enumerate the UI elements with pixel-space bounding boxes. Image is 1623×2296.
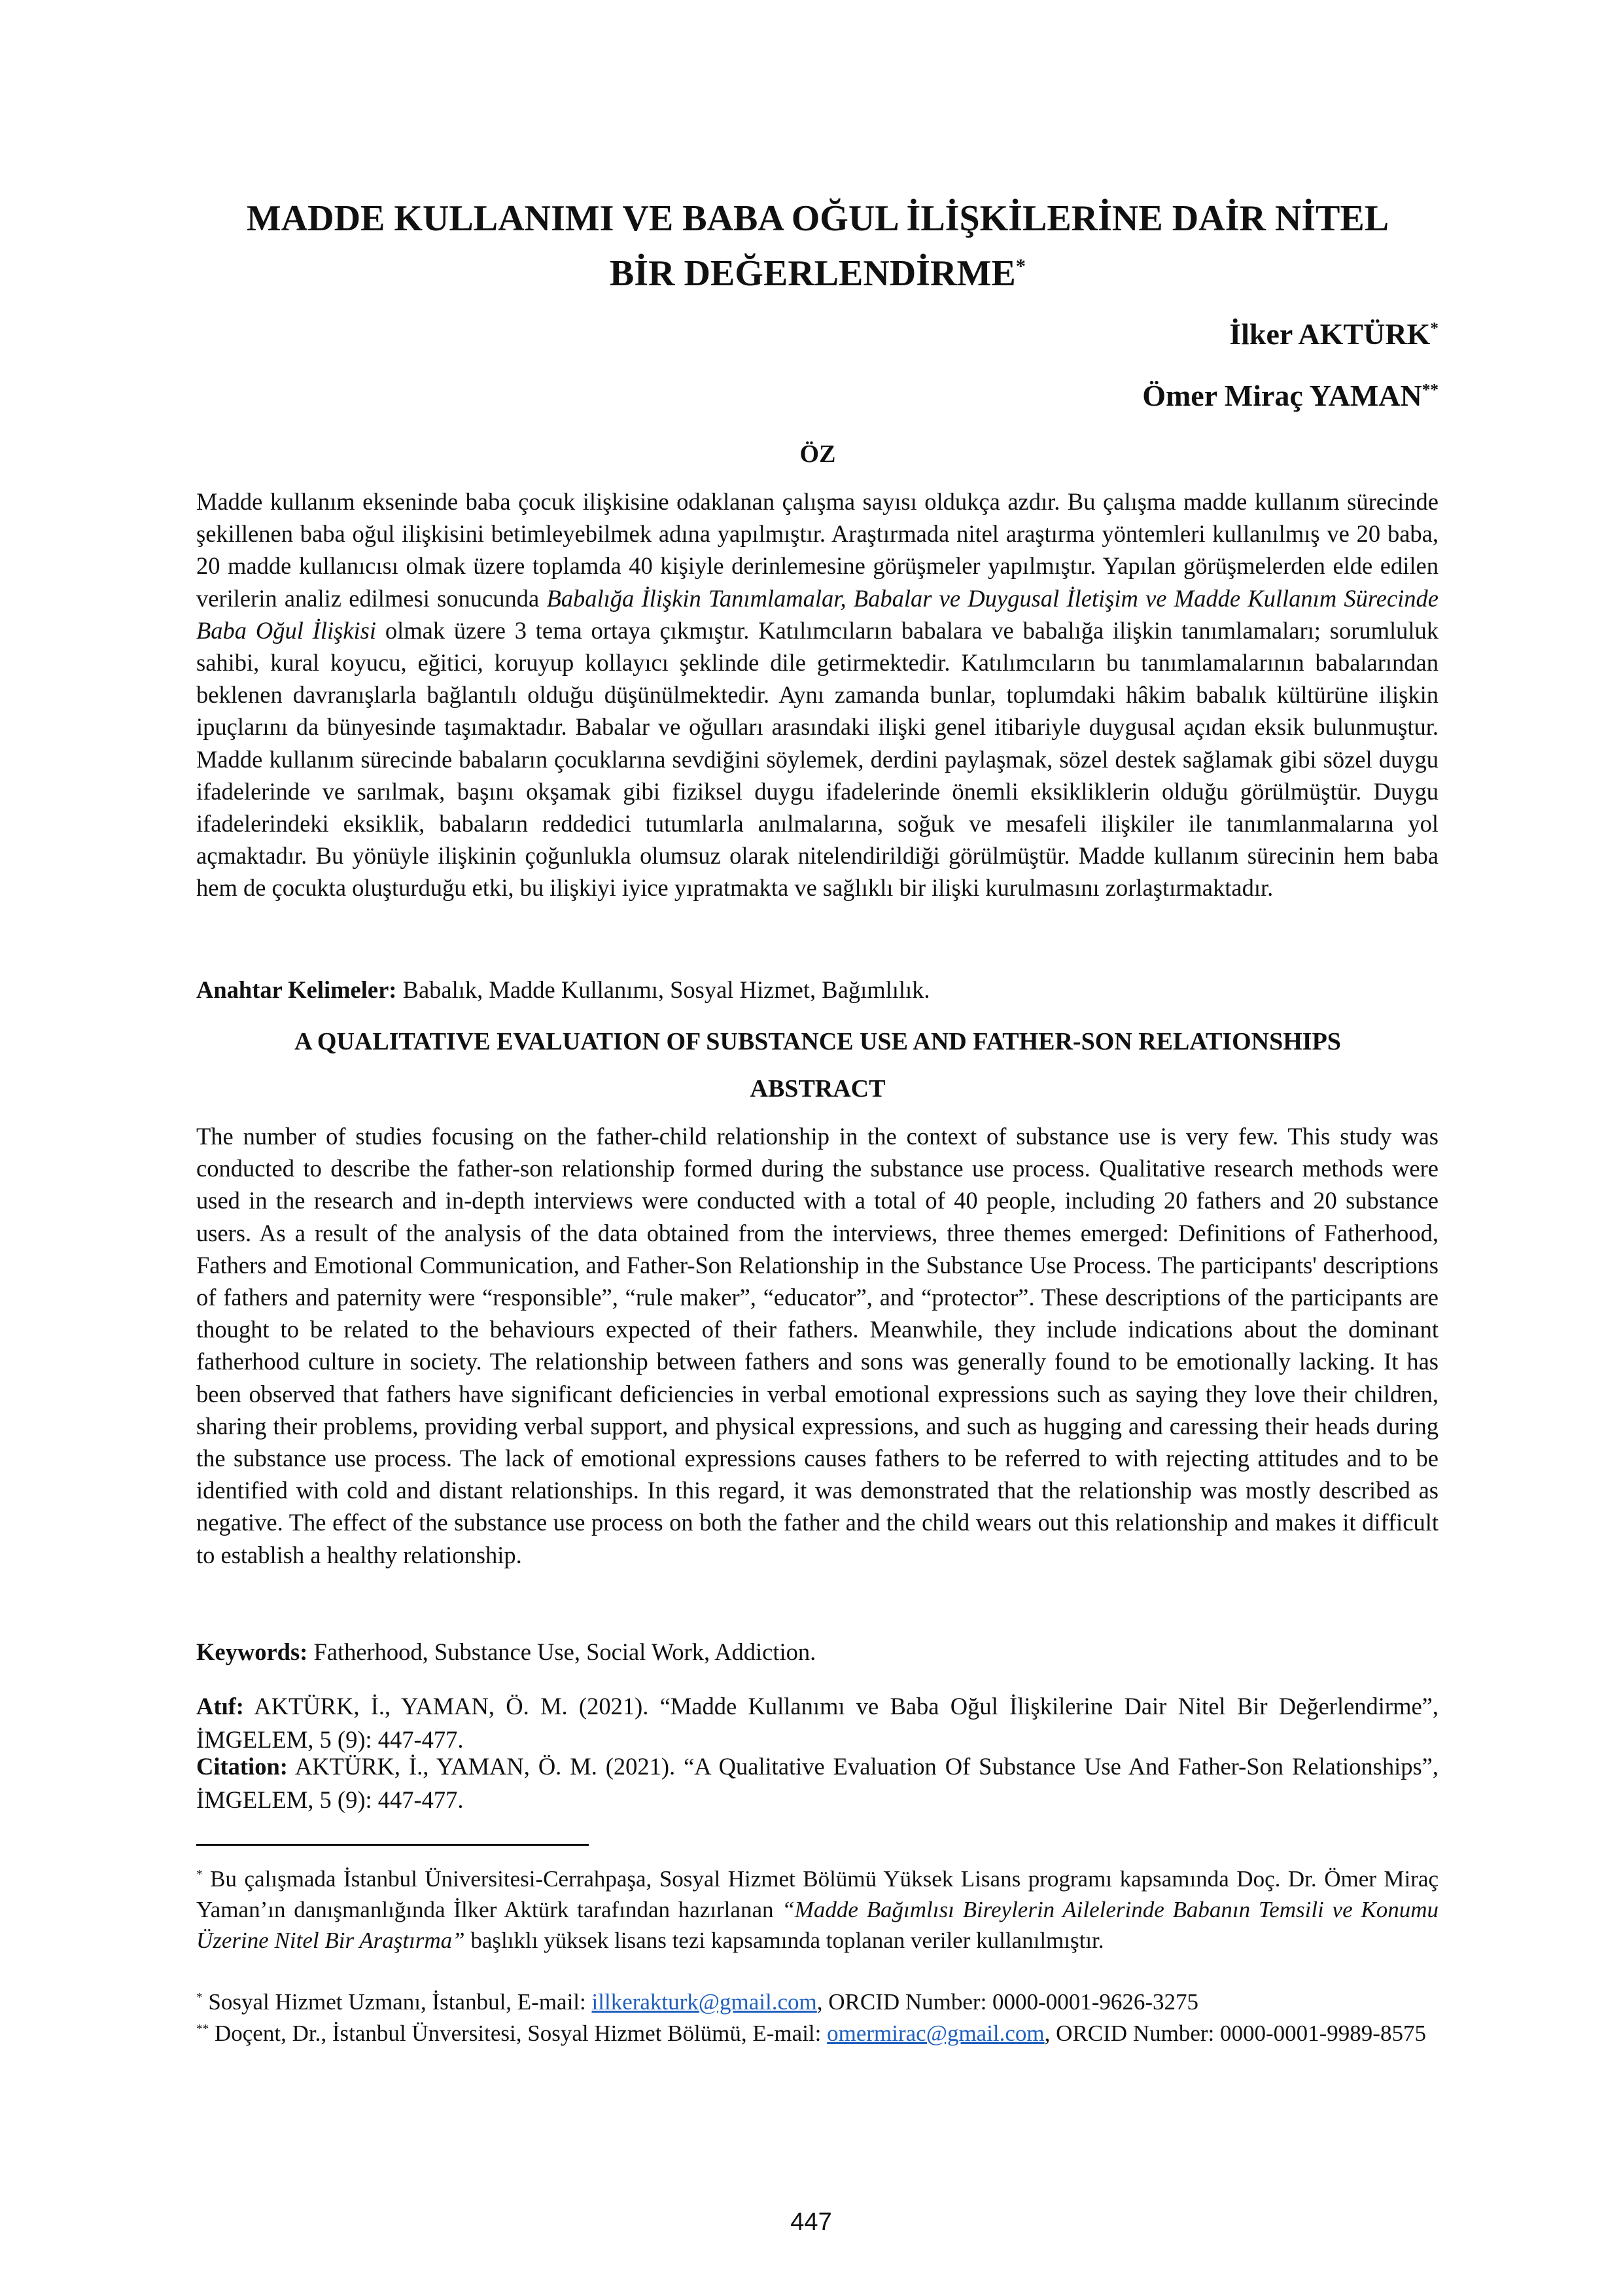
oz-heading: ÖZ	[799, 440, 836, 468]
author-1-mark: *	[1430, 319, 1439, 338]
anahtar-label: Anahtar Kelimeler:	[196, 976, 397, 1003]
footnote-2	[196, 1987, 1439, 2017]
oz-text	[196, 486, 1439, 904]
footnote-separator	[196, 1844, 589, 1846]
author-1	[1229, 317, 1439, 351]
author-2-mark: **	[1422, 380, 1439, 399]
footnote-1-text-end: başlıklı yüksek lisans tezi kapsamında toplanan veriler kullanılmıştır.	[464, 1928, 1104, 1953]
atif-value: AKTÜRK, İ., YAMAN, Ö. M. (2021). “Madde Kullanımı ve Baba Oğul İlişkilerine Dair Nitel Bir Değerlendirme”, İMGELEM, 5 (9): 447-477.	[196, 1693, 1439, 1753]
anahtar-kelimeler	[196, 974, 1439, 1006]
footnote-2-orcid: , ORCID Number: 0000-0001-9626-3275	[816, 1989, 1199, 2015]
citation-value: AKTÜRK, İ., YAMAN, Ö. M. (2021). “A Qualitative Evaluation Of Substance Use And Father-Son Relationships”, İMGELEM, 5 (9): 447-477.	[196, 1753, 1439, 1813]
oz-text-start: Madde kullanım ekseninde baba çocuk ilişkisine odaklanan çalışma sayısı oldukça azdır. Bu çalışma madde kullanım sürecinde şekillenen baba oğul ilişkisini betimleyebilmek adına yapılmıştır. Araştırmada nitel araştırma yöntemleri kullanılmış ve 20 baba, 20 madde kullanıcısı olmak üzere toplamda 40 kişiyle derinlemesine görüşmeler yapılmıştır. Yapılan görüşmelerden elde edilen verilerin analiz edilmesi sonucunda	[196, 488, 1439, 612]
footnote-1-thesis-title: “Madde Bağımlısı Bireylerin Ailelerinde Babanın Temsili ve Konumu Üzerine Nitel Bir Araştırma”	[196, 1897, 1439, 1953]
keywords-label: Keywords:	[196, 1638, 308, 1665]
title-line-2-text: BİR DEĞERLENDİRME	[609, 253, 1016, 294]
title-footnote-mark: *	[1015, 255, 1026, 277]
paper-title	[196, 191, 1439, 301]
atif	[196, 1689, 1439, 1756]
footnote-3-mark: **	[196, 2022, 209, 2036]
english-title: A QUALITATIVE EVALUATION OF SUBSTANCE USE AND FATHER-SON RELATIONSHIPS	[294, 1028, 1341, 1055]
footnote-3	[196, 2018, 1439, 2049]
footnote-1-mark: *	[196, 1867, 203, 1882]
atif-label: Atıf:	[196, 1693, 244, 1720]
oz-text-themes: Babalığa İlişkin Tanımlamalar, Babalar ve Duygusal İletişim ve Madde Kullanım Sürecinde Baba Oğul İlişkisi	[196, 584, 1439, 644]
author-2-email-link[interactable]: omermirac@gmail.com	[827, 2021, 1045, 2046]
page-number: 447	[790, 2208, 832, 2236]
author-1-name: İlker AKTÜRK	[1229, 317, 1431, 351]
author-2	[1142, 378, 1439, 413]
footnote-2-text: Sosyal Hizmet Uzmanı, İstanbul, E-mail:	[202, 1989, 592, 2015]
abstract-text: The number of studies focusing on the father-child relationship in the context of substance use is very few. This study was conducted to describe the father-son relationship formed during the substance use process. Qualitative research methods were used in the research and in-depth interviews were conducted with a total of 40 people, including 20 fathers and 20 substance users. As a result of the analysis of the data obtained from the interviews, three themes emerged: Definitions of Fatherhood, Fathers and Emotional Communication, and Father-Son Relationship in the Substance Use Process. The participants' descriptions of fathers and paternity were “responsible”, “rule maker”, “educator”, and “protector”. These descriptions of the participants are thought to be related to the behaviours expected of their fathers. Meanwhile, they include indications about the dominant fatherhood culture in society. The relationship between fathers and sons was generally found to be emotionally lacking. It has been observed that fathers have significant deficiencies in verbal emotional expressions such as saying they love their children, sharing their problems, providing verbal support, and physical expressions, and such as hugging and caressing their heads during the substance use process. The lack of emotional expressions causes fathers to be referred to with rejecting attitudes and to be identified with cold and distant relationships. In this regard, it was demonstrated that the relationship was mostly described as negative. The effect of the substance use process on both the father and the child wears out this relationship and makes it difficult to establish a healthy relationship.	[196, 1123, 1439, 1568]
oz-text-end: olmak üzere 3 tema ortaya çıkmıştır. Katılımcıların babalara ve babalığa ilişkin tanımlamaları; sorumluluk sahibi, kural koyucu, eğitici, koruyup kollayıcı şeklinde dile getirmektedir. Katılımcıların bu tanımlamalarının babalarından beklenen davranışlarla bağlantılı olduğu düşünülmektedir. Aynı zamanda bunlar, toplumdaki hâkim babalık kültürüne ilişkin ipuçlarını da bünyesinde taşımaktadır. Babalar ve oğulları arasındaki ilişki genel itibariyle duygusal açıdan eksik bulunmuştur. Madde kullanım sürecinde babaların çocuklarına sevdiğini söylemek, derdini paylaşmak, sözel destek sağlamak gibi sözel duygu ifadelerinde ve sarılmak, başını okşamak gibi fiziksel duygu ifadelerinde önemli eksikliklerin olduğu görülmüştür. Duygu ifadelerindeki eksiklik, babaların reddedici tutumlarla anılmalarına, soğuk ve mesafeli ilişkiler ile tanımlanmalarına yol açmaktadır. Bu yönüyle ilişkinin çoğunlukla olumsuz olarak nitelendirildiği görülmüştür. Madde kullanım sürecinin hem baba hem de çocukta oluşturduğu etki, bu ilişkiyi iyice yıpratmakta ve sağlıklı bir ilişki kurulmasını zorlaştırmaktadır.	[196, 616, 1439, 902]
footnote-2-mark: *	[196, 1990, 203, 2005]
citation	[196, 1750, 1439, 1816]
title-line-1: MADDE KULLANIMI VE BABA OĞUL İLİŞKİLERİNE DAİR NİTEL	[246, 198, 1389, 239]
keywords	[196, 1636, 1439, 1669]
footnote-1-text: Bu çalışmada İstanbul Üniversitesi-Cerrahpaşa, Sosyal Hizmet Bölümü Yüksek Lisans programı kapsamında Doç. Dr. Ömer Miraç Yaman’ın danışmanlığında İlker Aktürk tarafından hazırlanan	[196, 1866, 1439, 1922]
title-line-2	[196, 246, 1439, 301]
author-2-name: Ömer Miraç YAMAN	[1142, 379, 1422, 412]
citation-label: Citation:	[196, 1753, 288, 1780]
keywords-value: Fatherhood, Substance Use, Social Work, Addiction.	[307, 1638, 816, 1665]
footnote-3-orcid: , ORCID Number: 0000-0001-9989-8575	[1044, 2021, 1426, 2046]
footnote-1	[196, 1863, 1439, 1956]
abstract-heading: ABSTRACT	[750, 1075, 886, 1103]
author-1-email-link[interactable]: illkerakturk@gmail.com	[591, 1989, 817, 2015]
anahtar-value: Babalık, Madde Kullanımı, Sosyal Hizmet, Bağımlılık.	[396, 976, 930, 1003]
footnote-3-text: Doçent, Dr., İstanbul Ünversitesi, Sosyal Hizmet Bölümü, E-mail:	[209, 2021, 828, 2046]
